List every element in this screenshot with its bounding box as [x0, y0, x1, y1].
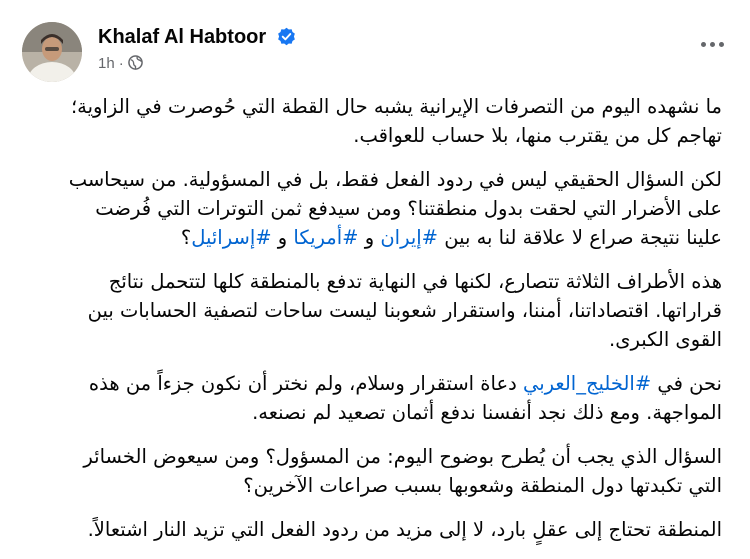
post-paragraph	[56, 267, 722, 354]
post-timestamp[interactable]: 1h	[98, 55, 115, 72]
author-avatar[interactable]	[22, 22, 82, 82]
post-text-segment: دعاة استقرار وسلام، ولم نختر أن نكون جزءاً من هذه المواجهة. ومع ذلك نجد أنفسنا ندفع أثمان تصعيد لم نصنعه.	[88, 372, 722, 424]
post-paragraph	[56, 369, 722, 427]
post-text-segment: و	[271, 226, 294, 249]
hashtag-link[interactable]: #أمريكا	[293, 226, 359, 249]
post-paragraph	[56, 165, 722, 252]
hashtag-link[interactable]: #الخليج_العربي	[522, 372, 652, 395]
post-paragraph	[56, 442, 722, 500]
dot	[701, 42, 706, 47]
post-text-segment: هذه الأطراف الثلاثة تتصارع، لكنها في النهاية تدفع بالمنطقة كلها لتتحمل نتائج قراراتها. اقتصاداتنا، أمننا، واستقرار شعوبنا ليست ساحات لتصفية الحسابات بين القوى الكبرى.	[87, 270, 722, 351]
post-paragraph	[56, 515, 722, 544]
post-meta	[98, 55, 143, 72]
dot	[719, 42, 724, 47]
post-text-segment: نحن في	[651, 372, 722, 395]
post-text-segment: المنطقة تحتاج إلى عقلٍ بارد، لا إلى مزيد من ردود الفعل التي تزيد النار اشتعالاً.	[87, 518, 722, 541]
author-name-row	[98, 26, 296, 49]
dot	[710, 42, 715, 47]
post-header	[22, 22, 728, 82]
globe-icon[interactable]	[128, 55, 143, 70]
verified-badge-icon	[277, 27, 296, 46]
post-text-segment: ما نشهده اليوم من التصرفات الإيرانية يشبه حال القطة التي حُوصرت في الزاوية؛ تهاجم كل من يقترب منها، بلا حساب للعواقب.	[70, 95, 722, 147]
post-text-segment: ؟	[180, 226, 192, 249]
post-text-segment: و	[358, 226, 381, 249]
post-text-segment: لكن السؤال الحقيقي ليس في ردود الفعل فقط، بل في المسؤولية. من سيحاسب على الأضرار التي لحقت بدول منطقتنا؟ ومن سيدفع ثمن التوترات التي فُرضت علينا نتيجة صراع لا علاقة لنا به بين	[68, 168, 722, 249]
post-text-segment: السؤال الذي يجب أن يُطرح بوضوح اليوم: من المسؤول؟ ومن سيعوض الخسائر التي تكبدتها دول المنطقة وشعوبها بسبب صراعات الآخرين؟	[83, 445, 722, 497]
post-text	[56, 92, 722, 559]
more-options-icon[interactable]	[698, 34, 726, 54]
post-paragraph	[56, 92, 722, 150]
meta-separator: ·	[118, 55, 124, 72]
hashtag-link[interactable]: #إيران	[380, 226, 439, 249]
author-name[interactable]: Khalaf Al Habtoor	[98, 26, 267, 48]
hashtag-link[interactable]: #إسرائيل	[191, 226, 272, 249]
